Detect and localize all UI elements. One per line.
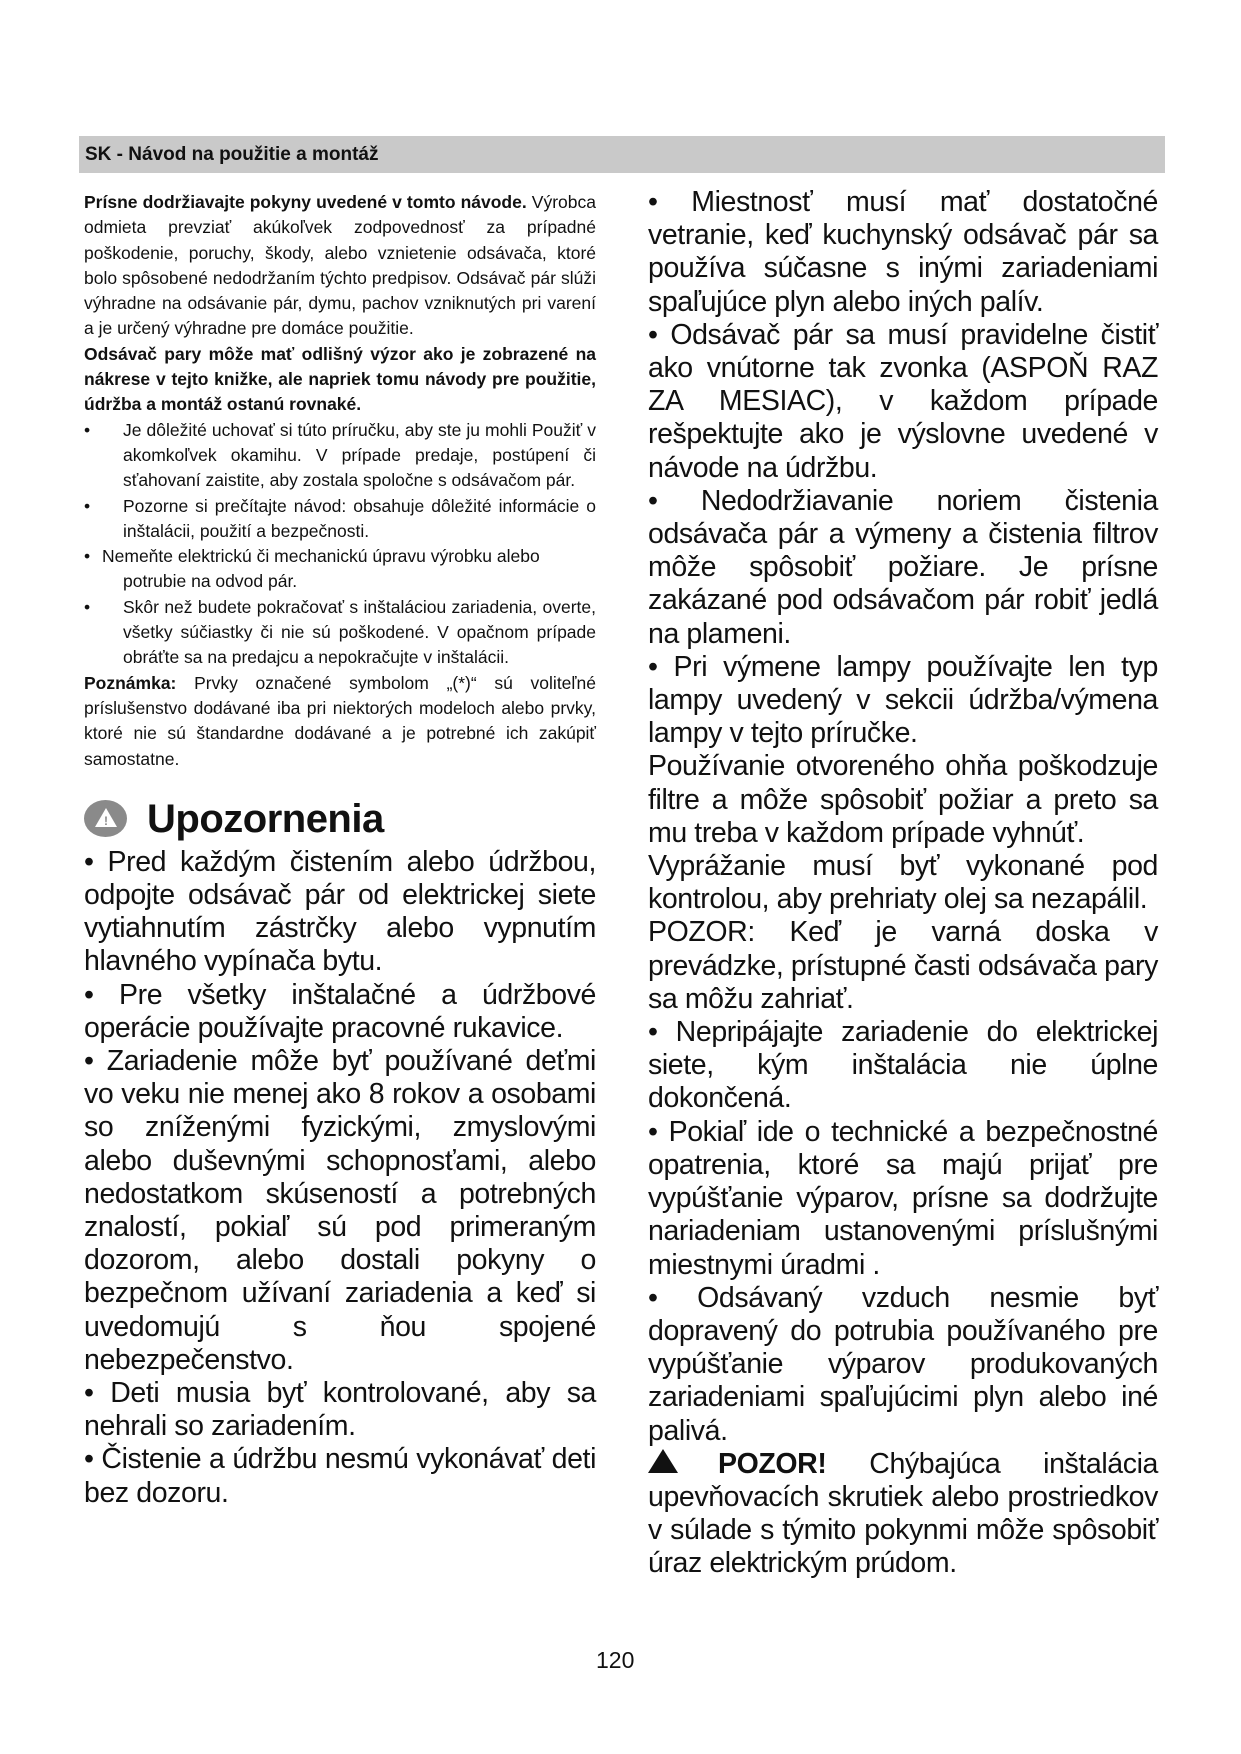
warning-item: • Pri výmene lampy používajte len typ lampy uvedený v sekcii údržba/výmena lampy v tejto príručke. <box>648 650 1158 750</box>
pozor-text: Chýbajúca inštalácia upevňovacích skrutiek alebo prostriedkov v súlade s týmito pokynmi môže spôsobiť úraz elektrickým prúdom. <box>648 1447 1158 1580</box>
page-number: 120 <box>596 1647 635 1673</box>
warning-item: • Pre všetky inštalačné a údržbové operácie používajte pracovné rukavice. <box>84 978 596 1044</box>
note-label: Poznámka: <box>84 672 177 693</box>
warning-item: POZOR: Keď je varná doska v prevádzke, prístupné časti odsávača pary sa môžu zahriať. <box>648 916 1158 1015</box>
warning-item: • Zariadenie môže byť používané deťmi vo veku nie menej ako 8 rokov a osobami so zníženými fyzickými, zmyslovými alebo duševnými schopnosťami, alebo nedostatkom skúseností a potrebných znalostí, pokiaľ sú pod primeraným dozorom, alebo dostali pokyny o bezpečnom užívaní zariadenia a keď si uvedomujú s ňou spojené nebezpečenstvo. <box>84 1045 596 1376</box>
warning-item: • Odsávaný vzduch nesmie byť dopravený do potrubia používaného pre vypúšťanie výparov produkovaných zariadeniami spaľujúcimi plyn alebo iné palivá. <box>648 1281 1158 1447</box>
pozor-label: POZOR! <box>718 1447 827 1480</box>
appearance-note: Odsávač pary môže mať odlišný výzor ako je zobrazené na nákrese v tejto knižke, ale napriek tomu návody pre použitie, údržba a montáž ostanú rovnaké. <box>84 343 596 415</box>
list-item <box>84 595 596 671</box>
list-item-text: Je dôležité uchovať si túto príručku, aby ste ju mohli Použiť v akomkoľvek okamihu. V prípade predaje, postúpení či sťahovaní zaistite, aby zostala spoločne s odsávačom pár. <box>123 419 596 491</box>
intro-text: Výrobca odmieta prevziať akúkoľvek zodpovednosť za prípadné poškodenie, poruchy, škody, alebo vznietenie odsávača, ktoré bolo spôsobené nedodržaním týchto predpisov. Odsávač pár slúži výhradne na odsávanie pár, dymu, pachov vzniknutých pri varení a je určený výhradne pre domáce použitie. <box>84 192 596 339</box>
bullet-dot: • <box>84 546 91 567</box>
right-column <box>648 186 1158 1581</box>
warning-item: • Nepripájajte zariadenie do elektrickej siete, kým inštalácia nie úplne dokončená. <box>648 1016 1158 1115</box>
list-item <box>84 544 596 595</box>
warning-item: • Pred každým čistením alebo údržbou, odpojte odsávač pár od elektrickej siete vytiahnutím zástrčky alebo vypnutím hlavného vypínača bytu. <box>84 845 596 978</box>
warning-item: Používanie otvoreného ohňa poškodzuje filtre a môže spôsobiť požiar a preto sa mu treba v každom prípade vyhnúť. <box>648 750 1158 849</box>
pozor-warning <box>648 1448 1158 1581</box>
warnings-heading <box>84 794 596 844</box>
section-header-bar <box>79 136 1165 173</box>
note-text: Prvky označené symbolom „(*)“ sú voliteľné príslušenstvo dodávané iba pri niektorých modeloch alebo prvky, ktoré nie sú štandardne dodávané a je potrebné ich zakúpiť samostatne. <box>84 672 596 769</box>
list-item-text-continued: potrubie na odvod pár. <box>123 571 298 592</box>
warning-item: • Nedodržiavanie noriem čistenia odsávača pár a výmeny a čistenia filtrov môže spôsobiť požiare. Je prísne zakázané pod odsávačom pár robiť jedlá na plameni. <box>648 484 1158 650</box>
warning-item: Vyprážanie musí byť vykonané pod kontrolou, aby prehriaty olej sa nezapálil. <box>648 850 1158 916</box>
caution-triangle-icon <box>648 1449 678 1473</box>
intro-paragraph <box>84 190 596 342</box>
list-item <box>84 418 596 494</box>
warning-item: • Deti musia byť kontrolované, aby sa nehrali so zariadením. <box>84 1377 596 1443</box>
list-item <box>84 494 596 545</box>
list-item-text: Nemeňte elektrickú či mechanickú úpravu výrobku alebo <box>102 546 540 567</box>
bullet-dot: • <box>84 596 91 617</box>
warnings-left-list <box>84 846 596 1510</box>
warning-icon: ! <box>84 800 127 837</box>
intro-block <box>84 190 596 772</box>
bullet-dot: • <box>84 419 91 440</box>
intro-bullet-list <box>84 418 596 671</box>
warning-item: • Miestnosť musí mať dostatočné vetranie, keď kuchynský odsávač pár sa používa súčasne s inými zariadeniami spaľujúce plyn alebo iných palív. <box>648 186 1158 318</box>
left-column <box>84 190 596 1510</box>
bullet-dot: • <box>84 495 91 516</box>
warnings-title: Upozornenia <box>147 796 384 841</box>
warning-item: • Odsávač pár sa musí pravidelne čistiť ako vnútorne tak zvonka (ASPOŇ RAZ ZA MESIAC), v každom prípade rešpektujte ako je výslovne uvedené v návode na údržbu. <box>648 318 1158 484</box>
note-paragraph <box>84 671 596 772</box>
section-title: SK - Návod na použitie a montáž <box>85 144 379 165</box>
list-item-text: Pozorne si prečítajte návod: obsahuje dôležité informácie o inštalácii, použití a bezpečnosti. <box>123 495 596 541</box>
intro-bold-sentence: Prísne dodržiavajte pokyny uvedené v tomto návode. <box>84 192 527 212</box>
warning-item: • Čistenie a údržbu nesmú vykonávať deti bez dozoru. <box>84 1443 596 1509</box>
list-item-text: Skôr než budete pokračovať s inštaláciou zariadenia, overte, všetky súčiastky či nie sú poškodené. V opačnom prípade obráťte sa na predajcu a nepokračujte v inštalácii. <box>123 596 596 668</box>
warning-item: • Pokiaľ ide o technické a bezpečnostné opatrenia, ktoré sa majú prijať pre vypúšťanie výparov, prísne sa dodržujte nariadeniam ustanovenými príslušnými miestnymi úradmi . <box>648 1115 1158 1281</box>
